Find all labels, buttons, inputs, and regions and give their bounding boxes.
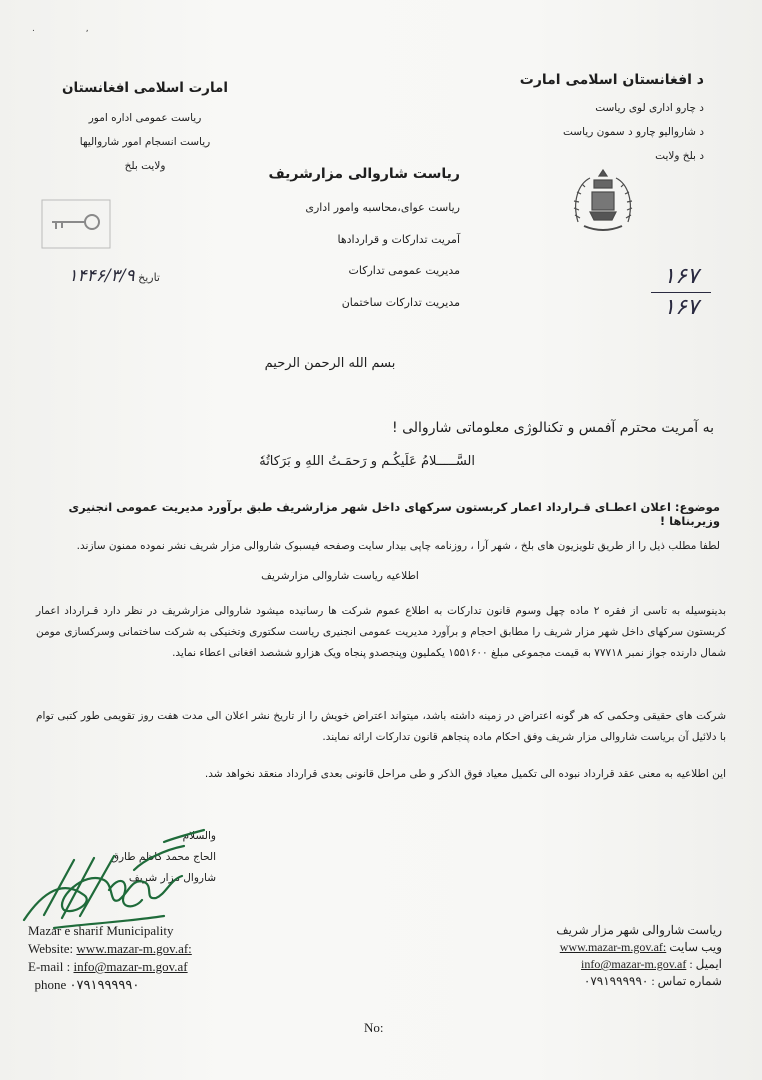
footer-email-row	[28, 958, 288, 976]
body-paragraph: شرکت های حقیقی وحکمی که هر گونه اعتراض در زمینه داشته باشد، میتواند اعتراض خویش را از تاریخ نشر اعلان الی مدت هفت روز تقویمی طور کتبی توام با دلائیل آن بریاست شاروالی مزار شریف وفق احکام ماده پنجاهم قانون تدارکات ارائه نمایند.	[36, 710, 726, 743]
bismillah: بسم الله الرحمن الرحیم	[264, 356, 396, 371]
date-value: ۱۴۴۶/۳/۹	[68, 266, 135, 286]
reference-number-top: ۱۶۷	[663, 264, 699, 289]
footer-phone-label: phone	[34, 977, 67, 992]
body-paragraph: این اطلاعیه به معنی عقد قرارداد نبوده الی تکمیل معیاد فوق الذکر و طی مراحل قانونی بعدی قرارداد منعقد نخواهد شد.	[204, 768, 726, 780]
key-stamp-icon	[40, 198, 112, 250]
center-header	[230, 166, 460, 318]
footer-email-link[interactable]: info@mazar-m.gov.af	[581, 957, 687, 971]
footer-website-label: ویب سایت	[669, 940, 722, 954]
header-right-line: د شاروالیو چارو د سمون ریاست	[562, 126, 704, 138]
header-right-line: د چارو اداری لوی ریاست	[595, 102, 704, 114]
letter-number-label: No:	[364, 1020, 384, 1035]
publication-request: لطفا مطلب ذیل را از طریق تلویزیون های بلخ ، شهر آرا ، روزنامه چاپی بیدار سایت وصفحه فیسبوک شاروالی مزار شریف نشر نموده ممنون سازند.	[76, 540, 720, 552]
center-header-line: آمریت تدارکات و قراردادها	[337, 232, 460, 246]
closing-line: والسلام	[182, 830, 216, 842]
reference-number	[645, 262, 717, 323]
footer-email-link[interactable]: info@mazar-m.gov.af	[73, 959, 188, 974]
addressee: به آمریت محترم آفمس و تکنالوژی معلوماتی شاروالی !	[392, 420, 714, 436]
date-label: تاریخ	[138, 271, 160, 284]
notice-title: اطلاعیه ریاست شاروالی مزارشریف	[261, 570, 419, 582]
footer-email-label: ایمیل :	[689, 957, 722, 971]
footer-left	[28, 922, 288, 994]
header-left-line: ولایت بلخ	[124, 160, 166, 172]
letter-date	[40, 266, 160, 286]
footer-org-en: Mazar e sharif Municipality	[28, 923, 174, 938]
afghanistan-emblem-icon	[568, 162, 638, 242]
footer-website-row	[482, 939, 722, 956]
footer-org-fa: ریاست شاروالی شهر مزار شریف	[556, 923, 722, 937]
footer-phone-row	[28, 976, 288, 994]
center-header-title: ریاست شاروالی مزارشریف	[268, 166, 460, 182]
footer-right	[482, 922, 722, 990]
body-paragraph: بدینوسیله به تاسی از فقره ۲ ماده چهل وسوم قانون تدارکات به اطلاع عموم شرکت ها رسانیده میشود شاروالی مزارشریف در نظر دارد قـرارداد اعمار کربستون سرکهای داخل شهر مزار شریف را مطابق احجام و برآورد مدیریت عمومی انجنیری ریاست سکتوری وتخنیکی به شرکت ساختمانی وسرکسازی مومن شمال دارنده جواز نمبر ۷۷۷۱۸ به قیمت مجموعی مبلغ ۱۵۵۱۶۰۰ یکملیون وپنجصدو پنجاه ویک هزارو ششصد افغانی اعطاء نماید.	[36, 605, 726, 659]
footer-phone-row	[482, 973, 722, 990]
footer-phone-label: شماره تماس :	[651, 974, 722, 988]
footer-phone-value: ۰۷۹۱۹۹۹۹۹۰	[583, 974, 649, 988]
signatory-name: الحاج محمد کاظم طارق	[110, 851, 216, 863]
header-right	[454, 72, 704, 168]
center-header-line: مدیریت عمومی تدارکات	[348, 264, 460, 277]
header-left-line: ریاست عمومی اداره امور	[88, 112, 202, 124]
header-left	[60, 80, 230, 178]
subject-line: موضوع: اعلان اعطـای قـرارداد اعمار کربستون سرکهای داخل شهر مزارشریف طبق برآورد مدیریت عمومی انجنیری وزیربناها !	[68, 500, 720, 528]
footer-email-row	[482, 956, 722, 973]
center-header-line: مدیریت تدارکات ساختمان	[341, 295, 460, 309]
salutation: السَّـــــلامُ عَلَیکُـم و رَحمَـتُ اللهِ و بَرَکاتُهٗ	[259, 454, 475, 469]
reference-number-bottom: ۱۶۷	[663, 295, 699, 320]
center-header-line: ریاست عوای،محاسبه وامور اداری	[305, 201, 460, 214]
footer-phone-value: ۰۷۹۱۹۹۹۹۹۰	[69, 977, 140, 992]
footer-website-label: Website:	[28, 941, 74, 956]
signatory-title: شاروال مزار شریف	[128, 872, 216, 884]
header-right-title: د افغانستان اسلامی امارت	[519, 72, 704, 88]
footer-website-link[interactable]: www.mazar-m.gov.af:	[559, 940, 667, 954]
footer-website-link[interactable]: www.mazar-m.gov.af:	[76, 941, 192, 956]
header-left-title: امارت اسلامی افغانستان	[61, 80, 229, 96]
header-left-line: ریاست انسجام امور شاروالیها	[79, 136, 211, 148]
footer-website-row	[28, 940, 288, 958]
header-right-line: د بلخ ولایت	[655, 150, 704, 162]
corner-marks: . ,	[32, 24, 113, 34]
footer-email-label: E-mail :	[28, 959, 71, 974]
